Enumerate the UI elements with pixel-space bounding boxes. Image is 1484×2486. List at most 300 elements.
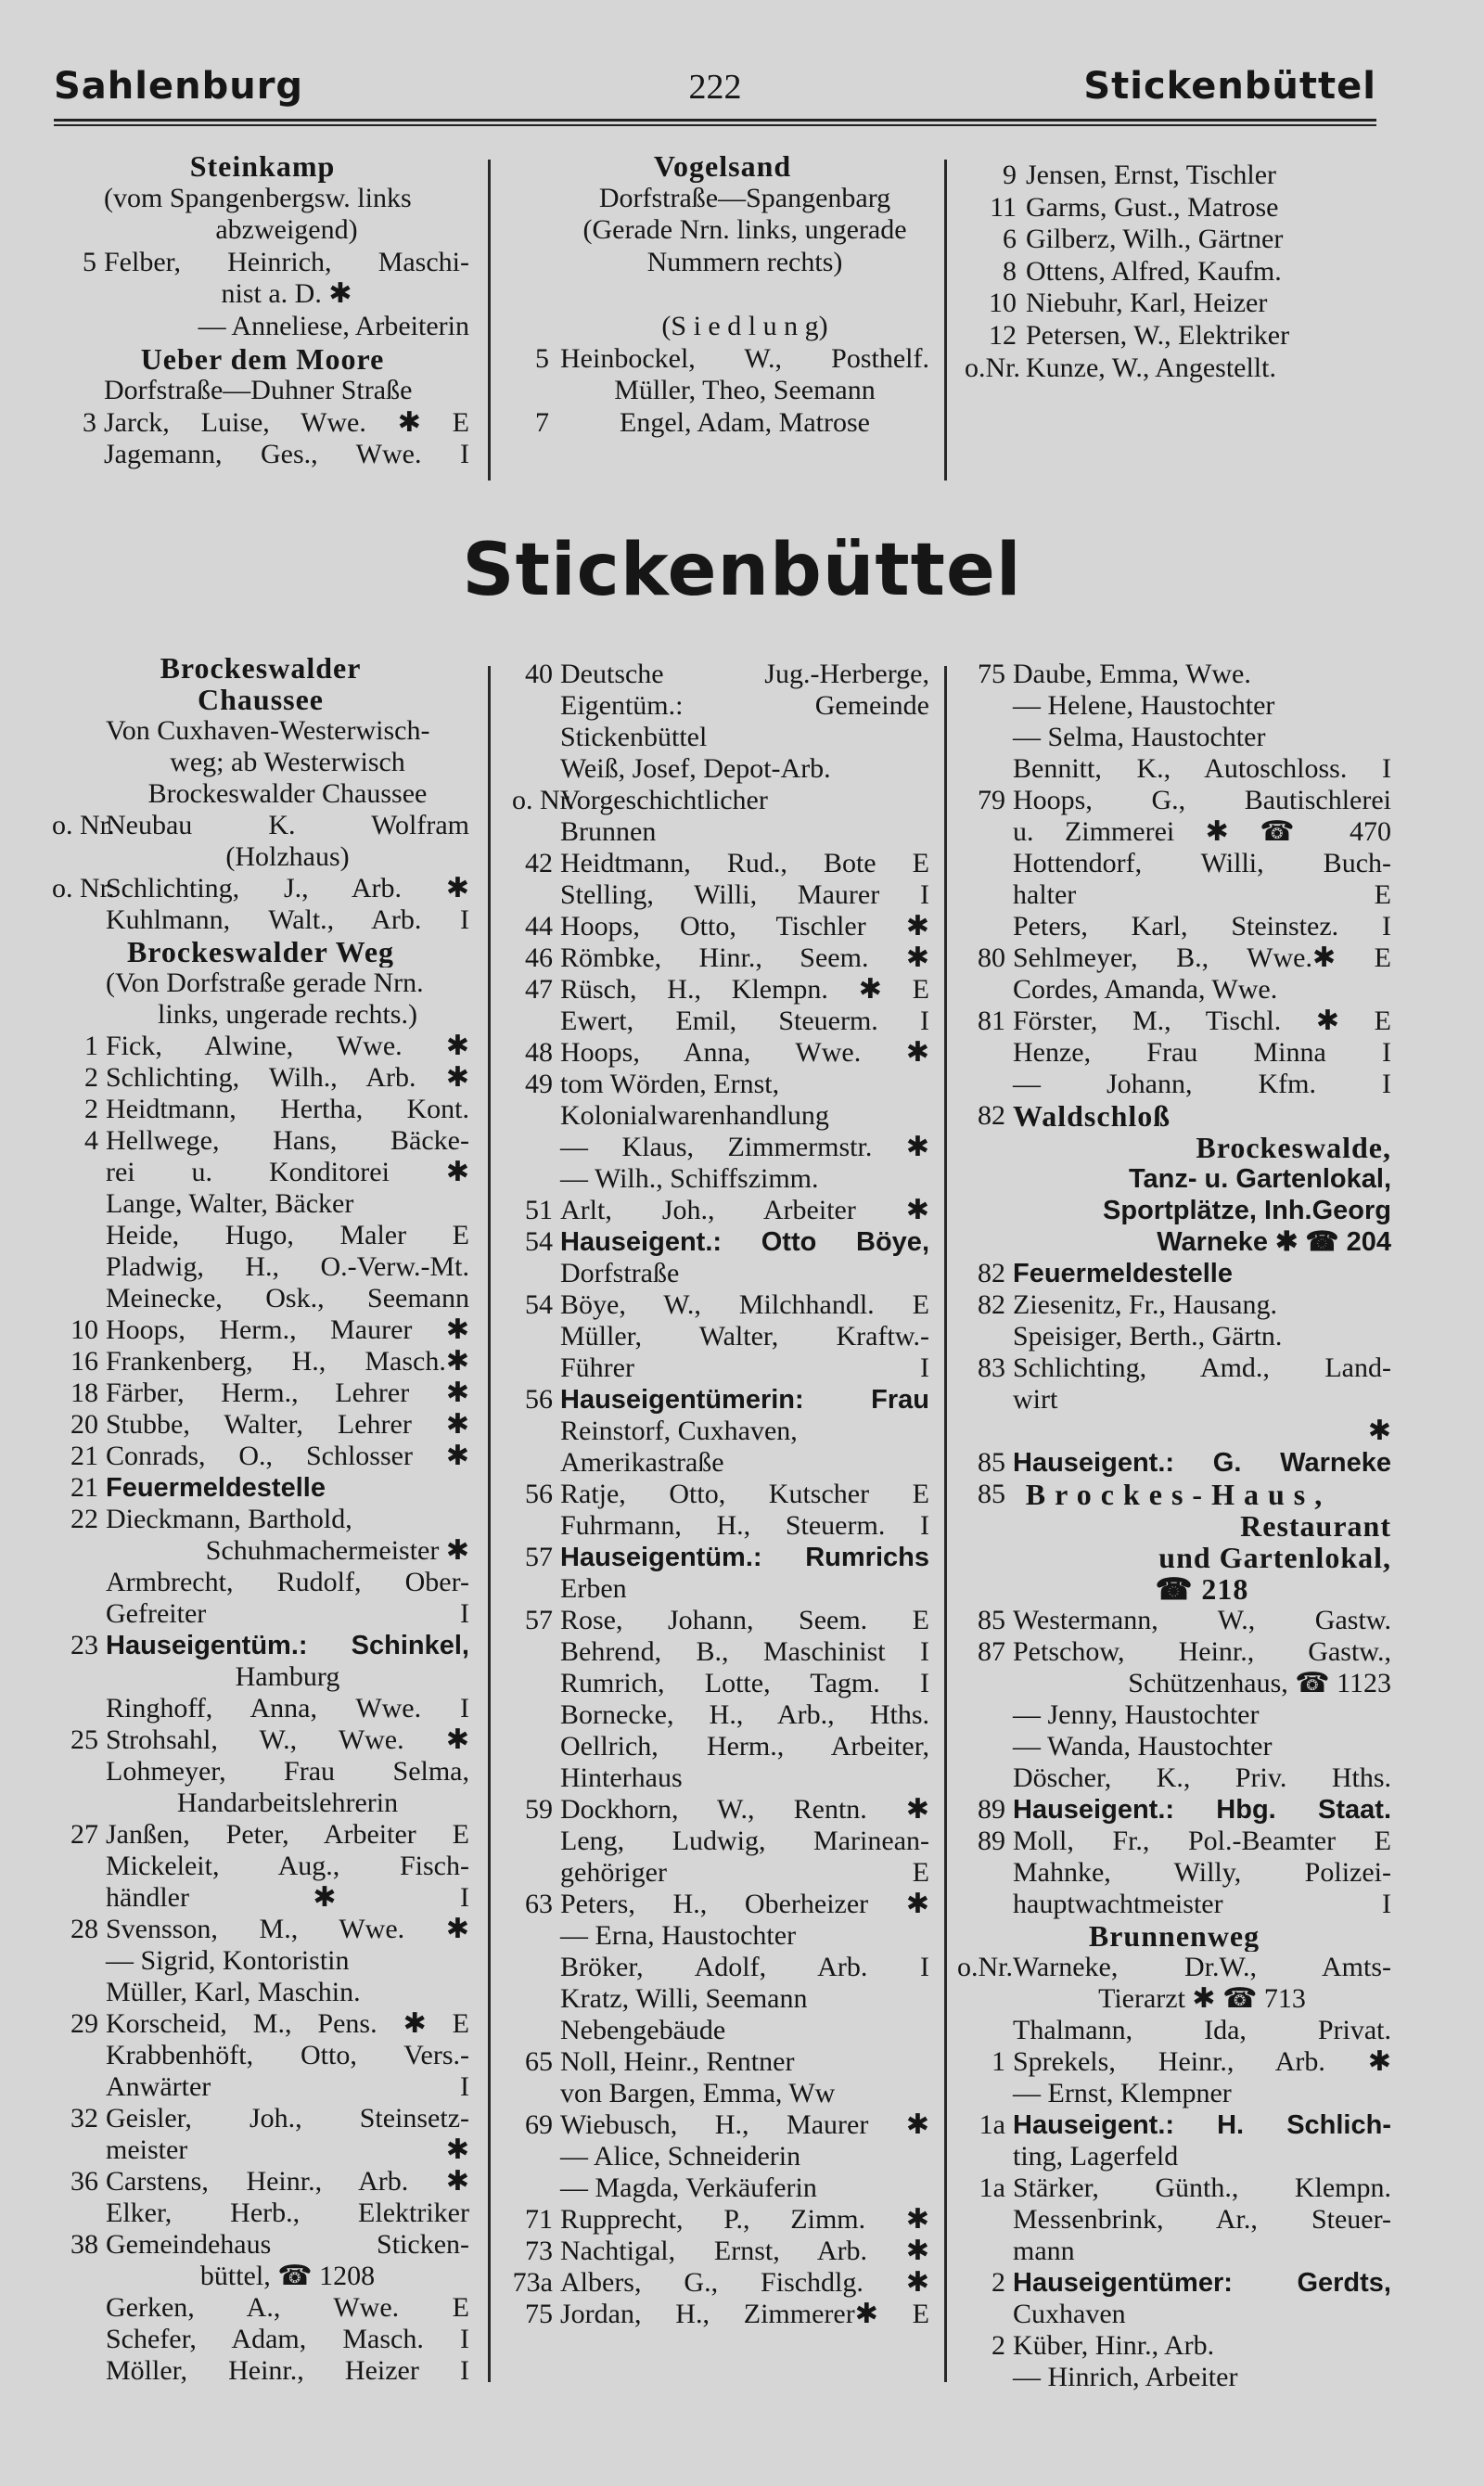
entry-text: Küber, Hinr., Arb. — [1013, 2330, 1215, 2361]
directory-line — [957, 1636, 1391, 1668]
directory-line — [52, 1409, 469, 1441]
entry-text: Dorfstraße—Duhner Straße — [104, 375, 413, 406]
house-number: 6 — [1003, 224, 1017, 255]
entry-text: Stärker, Günth., Klempn. — [1013, 2172, 1391, 2203]
directory-line — [52, 1819, 469, 1851]
entry-text: — Klaus, Zimmermstr. ✱ — [560, 1132, 929, 1162]
house-number: 38 — [70, 2229, 98, 2260]
entry-text: Engel, Adam, Matrose — [620, 406, 870, 438]
directory-line — [512, 1384, 929, 1416]
entry-text: Ottens, Alfred, Kaufm. — [1026, 255, 1282, 287]
house-number: 1a — [979, 2172, 1005, 2203]
bold-entry: Hauseigent.: H. Schlich- — [1013, 2110, 1391, 2140]
entry-text: Henze, Frau Minna I — [1013, 1037, 1391, 1068]
directory-line — [957, 2015, 1391, 2046]
directory-line — [512, 1037, 929, 1069]
entry-text: — Wanda, Haustochter — [1013, 1731, 1273, 1762]
entry-text: mann — [1013, 2236, 1075, 2266]
entry-text: Cordes, Amanda, Wwe. — [1013, 974, 1278, 1005]
directory-line — [957, 1100, 1391, 1132]
directory-line — [52, 1693, 469, 1724]
entry-text: Fick, Alwine, Wwe. ✱ — [106, 1031, 469, 1061]
directory-line — [52, 904, 469, 936]
directory-line — [52, 873, 469, 904]
entry-text: büttel, ☎ 1208 — [199, 2261, 376, 2291]
entry-text: wirt — [1013, 1384, 1058, 1415]
directory-line — [516, 183, 929, 215]
directory-line — [512, 1826, 929, 1857]
entry-text: Oellrich, Herm., Arbeiter, — [560, 1731, 929, 1762]
directory-line — [512, 1510, 929, 1542]
directory-line — [957, 2236, 1391, 2267]
entry-text: Hamburg — [235, 1661, 340, 1692]
house-number: 1a — [979, 2109, 1005, 2140]
entry-text: Römbke, Hinr., Seem. ✱ — [560, 942, 929, 973]
house-number: 9 — [1003, 160, 1017, 190]
column-2 — [512, 659, 929, 2330]
directory-line — [965, 192, 1391, 224]
street-heading: Brockeswalder Weg — [126, 936, 395, 967]
house-number: 10 — [989, 288, 1017, 319]
entry-text: Mahnke, Willy, Polizei- — [1013, 1857, 1391, 1888]
directory-line — [56, 407, 469, 440]
directory-line — [512, 1132, 929, 1163]
house-number: 32 — [70, 2103, 98, 2134]
house-number: o. Nr. — [52, 873, 115, 903]
entry-text: Böye, W., Milchhandl. E — [560, 1289, 929, 1320]
directory-line — [52, 967, 469, 999]
directory-line — [512, 1352, 929, 1384]
directory-line — [516, 214, 929, 247]
directory-line — [957, 1762, 1391, 1794]
entry-text: Nachtigal, Ernst, Arb. ✱ — [560, 2236, 929, 2266]
entry-text: (vom Spangenbergsw. links — [104, 182, 412, 213]
house-number: 54 — [525, 1226, 553, 1257]
entry-text: Krabbenhöft, Otto, Vers.- — [106, 2040, 469, 2070]
house-number: 83 — [978, 1352, 1005, 1383]
directory-line — [52, 1567, 469, 1598]
street-heading: ☎ 218 — [1155, 1573, 1249, 1605]
directory-line — [52, 1472, 469, 1504]
directory-line — [512, 2204, 929, 2236]
entry-text: Dorfstraße—Spangenbarg — [598, 182, 891, 213]
street-heading: Steinkamp — [189, 150, 336, 183]
directory-line — [957, 1069, 1391, 1100]
entry-text: Dockhorn, W., Rentn. ✱ — [560, 1794, 929, 1825]
directory-line — [52, 1724, 469, 1756]
directory-line — [52, 2071, 469, 2103]
entry-text: gehöriger E — [560, 1857, 929, 1888]
directory-line — [512, 1416, 929, 1447]
directory-line — [52, 810, 469, 841]
street-heading: Brockeswalde, — [1196, 1132, 1391, 1163]
directory-line — [957, 1889, 1391, 1920]
directory-line — [52, 2008, 469, 2040]
entry-text: Sprekels, Heinr., Arb. ✱ — [1013, 2046, 1391, 2077]
house-number: o.Nr. — [965, 352, 1020, 383]
directory-line — [512, 1163, 929, 1195]
bold-entry: Hauseigent.: Hbg. Staat. — [1013, 1795, 1391, 1825]
street-heading: Ueber dem Moore — [140, 342, 385, 376]
bold-entry: Hauseigent.: G. Warneke — [1013, 1448, 1391, 1478]
directory-line — [52, 1630, 469, 1661]
entry-text: Peters, Karl, Steinstez. I — [1013, 911, 1391, 942]
directory-line — [512, 2078, 929, 2109]
directory-line — [957, 974, 1391, 1006]
directory-line — [52, 936, 469, 967]
directory-line — [957, 1542, 1391, 1573]
directory-line — [957, 1731, 1391, 1762]
directory-line — [52, 1031, 469, 1062]
entry-text: Heidtmann, Hertha, Kont. — [106, 1094, 469, 1124]
directory-line — [516, 375, 929, 407]
entry-text: Kunze, W., Angestellt. — [1026, 352, 1276, 383]
directory-line — [516, 278, 929, 311]
entry-text: Warneke, Dr.W., Amts- — [1013, 1952, 1391, 1982]
house-number: 22 — [70, 1504, 98, 1534]
directory-line — [52, 684, 469, 715]
entry-text: Schefer, Adam, Masch. I — [106, 2324, 469, 2354]
house-number: 1 — [84, 1031, 98, 1061]
bold-entry: Feuermeldestelle — [1013, 1259, 1233, 1288]
directory-line — [957, 1195, 1391, 1226]
top-column-3 — [965, 160, 1391, 384]
directory-line — [957, 785, 1391, 816]
page-number: 222 — [688, 68, 742, 107]
directory-line — [512, 974, 929, 1006]
entry-text: halter E — [1013, 879, 1391, 910]
directory-line — [512, 1006, 929, 1037]
directory-line — [957, 879, 1391, 911]
entry-text: Janßen, Peter, Arbeiter E — [106, 1819, 469, 1850]
street-heading: Brockeswalder — [160, 652, 362, 684]
directory-line — [512, 1636, 929, 1668]
entry-text: Erben — [560, 1573, 627, 1604]
entry-text: Mickeleit, Aug., Fisch- — [106, 1851, 469, 1881]
house-number: 29 — [70, 2008, 98, 2039]
entry-text: Jensen, Ernst, Tischler — [1026, 160, 1276, 190]
entry-text: Schlichting, J., Arb. ✱ — [106, 873, 469, 903]
entry-text: Jarck, Luise, Wwe. ✱ E — [104, 406, 469, 438]
header-right-place: Stickenbüttel — [1083, 65, 1376, 108]
entry-text: Noll, Heinr., Rentner — [560, 2046, 795, 2077]
entry-text: Rose, Johann, Seem. E — [560, 1605, 929, 1635]
entry-text: Ziesenitz, Fr., Hausang. — [1013, 1289, 1277, 1320]
directory-line — [56, 439, 469, 471]
entry-text: Jordan, H., Zimmerer✱ E — [560, 2299, 929, 2329]
directory-line — [52, 1661, 469, 1693]
entry-text: Bennitt, K., Autoschloss. I — [1013, 753, 1391, 784]
entry-text: Speisiger, Berth., Gärtn. — [1013, 1321, 1283, 1352]
entry-text: Schlichting, Wilh., Arb. ✱ — [106, 1062, 469, 1093]
entry-text: Cuxhaven — [1013, 2299, 1126, 2329]
house-number: 2 — [991, 2330, 1005, 2361]
entry-text: Hellwege, Hans, Bäcke- — [106, 1125, 469, 1156]
house-number: 28 — [70, 1914, 98, 1944]
house-number: 69 — [525, 2109, 553, 2140]
column-3 — [957, 659, 1391, 2393]
entry-text: Sehlmeyer, B., Wwe.✱ E — [1013, 942, 1391, 973]
house-number: 40 — [525, 659, 553, 689]
directory-line — [52, 1125, 469, 1157]
directory-line — [957, 1605, 1391, 1636]
directory-line — [512, 2172, 929, 2204]
entry-text: Kuhlmann, Walt., Arb. I — [106, 904, 469, 935]
entry-text: Rumrich, Lotte, Tagm. I — [560, 1668, 929, 1698]
house-number: 36 — [70, 2166, 98, 2197]
directory-line — [965, 352, 1391, 385]
street-heading: Restaurant — [1240, 1510, 1391, 1542]
directory-line — [52, 1756, 469, 1788]
entry-text: — Helene, Haustochter — [1013, 690, 1275, 721]
directory-line — [957, 1163, 1391, 1195]
directory-line — [52, 2261, 469, 2292]
house-number: 63 — [525, 1889, 553, 1919]
house-number: 42 — [525, 848, 553, 878]
entry-text: Anwärter I — [106, 2071, 469, 2102]
house-number: 57 — [525, 1605, 553, 1635]
entry-text: Westermann, W., Gastw. — [1013, 1605, 1391, 1635]
directory-line — [957, 1826, 1391, 1857]
house-number: 75 — [978, 659, 1005, 689]
entry-text: — Wilh., Schiffszimm. — [560, 1163, 819, 1194]
entry-text: (Holzhaus) — [225, 841, 350, 872]
entry-text: Handarbeitslehrerin — [176, 1788, 399, 1818]
entry-text: Deutsche Jug.-Herberge, — [560, 659, 929, 689]
house-number: 5 — [83, 246, 96, 277]
entry-text: Garms, Gust., Matrose — [1026, 191, 1279, 223]
house-number: 56 — [525, 1384, 553, 1415]
bold-entry: Hauseigentümerin: Frau — [560, 1385, 929, 1415]
entry-text: Wiebusch, H., Maurer ✱ — [560, 2109, 929, 2140]
directory-line — [52, 1157, 469, 1188]
directory-line — [957, 2330, 1391, 2362]
house-number: 54 — [525, 1289, 553, 1320]
entry-text: Gemeindehaus Sticken- — [106, 2229, 469, 2260]
entry-text: hauptwachtmeister I — [1013, 1889, 1391, 1919]
directory-line — [512, 1542, 929, 1573]
entry-text: — Johann, Kfm. I — [1013, 1069, 1391, 1099]
directory-line — [52, 2292, 469, 2324]
entry-text: — Ernst, Klempner — [1013, 2078, 1232, 2108]
entry-text: Eigentüm.: Gemeinde — [560, 690, 929, 721]
street-heading: Chaussee — [197, 684, 324, 715]
entry-text: Hoops, G., Bautischlerei — [1013, 785, 1391, 815]
house-number: 10 — [70, 1314, 98, 1345]
directory-line — [957, 911, 1391, 942]
directory-line — [52, 1977, 469, 2008]
section-title: Stickenbüttel — [462, 529, 1022, 612]
house-number: 2 — [84, 1062, 98, 1093]
entry-text: (Von Dorfstraße gerade Nrn. — [106, 967, 424, 998]
house-number: 18 — [70, 1378, 98, 1408]
directory-line — [957, 1699, 1391, 1731]
entry-text: Felber, Heinrich, Maschi- — [104, 246, 469, 277]
directory-line — [52, 1378, 469, 1409]
directory-line — [965, 256, 1391, 288]
entry-text: rei u. Konditorei ✱ — [106, 1157, 469, 1187]
house-number: 56 — [525, 1479, 553, 1509]
top-column-1 — [56, 150, 469, 471]
directory-line — [957, 1037, 1391, 1069]
entry-text: abzweigend) — [215, 214, 358, 246]
house-number: 49 — [525, 1069, 553, 1099]
directory-line — [516, 311, 929, 343]
directory-line — [52, 2040, 469, 2071]
house-number: 11 — [990, 191, 1017, 223]
directory-line — [52, 1314, 469, 1346]
entry-text: Elker, Herb., Elektriker — [106, 2198, 469, 2228]
directory-line — [512, 2141, 929, 2172]
directory-line — [512, 1573, 929, 1605]
directory-line — [52, 1283, 469, 1314]
directory-line — [957, 816, 1391, 848]
directory-line — [516, 247, 929, 279]
entry-text: Nummern rechts) — [646, 246, 843, 277]
entry-text: u. Zimmerei ✱ ☎ 470 — [1013, 816, 1391, 847]
directory-line — [56, 150, 469, 183]
directory-line — [516, 343, 929, 376]
directory-line — [512, 2046, 929, 2078]
street-heading: B r o c k e s - H a u s , — [1025, 1479, 1324, 1510]
entry-text: Frankenberg, H., Masch.✱ — [106, 1346, 469, 1377]
entry-text: Geisler, Joh., Steinsetz- — [106, 2103, 469, 2134]
house-number: 4 — [84, 1125, 98, 1156]
directory-line — [512, 942, 929, 974]
directory-line — [512, 1195, 929, 1226]
directory-line — [52, 1251, 469, 1283]
entry-text: Hottendorf, Willi, Buch- — [1013, 848, 1391, 878]
column-1 — [52, 652, 469, 2387]
entry-text: Bornecke, H., Arb., Hths. — [560, 1699, 929, 1730]
directory-line — [52, 999, 469, 1031]
directory-line — [52, 1504, 469, 1535]
entry-text: — Sigrid, Kontoristin — [106, 1945, 350, 1976]
directory-line — [512, 1605, 929, 1636]
directory-line — [512, 1100, 929, 1132]
directory-line — [52, 652, 469, 684]
directory-line — [512, 1226, 929, 1258]
directory-line — [957, 1668, 1391, 1699]
directory-line — [957, 2267, 1391, 2299]
directory-line — [957, 2362, 1391, 2393]
entry-text: tom Wörden, Ernst, — [560, 1069, 780, 1099]
column-divider — [488, 160, 491, 481]
house-number: 47 — [525, 974, 553, 1005]
entry-text: Daube, Emma, Wwe. — [1013, 659, 1251, 689]
directory-line — [512, 2109, 929, 2141]
directory-line — [52, 1188, 469, 1220]
directory-line — [52, 1882, 469, 1914]
house-number: 82 — [978, 1289, 1005, 1320]
directory-line — [52, 2324, 469, 2355]
directory-line — [957, 1132, 1391, 1163]
directory-line — [516, 150, 929, 183]
entry-text: Arlt, Joh., Arbeiter ✱ — [560, 1195, 929, 1225]
street-heading: Brunnenweg — [1088, 1920, 1260, 1952]
entry-text: Stickenbüttel — [560, 722, 708, 752]
directory-line — [52, 1220, 469, 1251]
entry-text: Müller, Theo, Seemann — [614, 375, 876, 406]
entry-text: Behrend, B., Maschinist I — [560, 1636, 929, 1667]
directory-line — [965, 160, 1391, 192]
header-left-place: Sahlenburg — [54, 65, 304, 108]
entry-text: Reinstorf, Cuxhaven, — [560, 1416, 798, 1446]
directory-line — [52, 1346, 469, 1378]
entry-text: (Gerade Nrn. links, ungerade — [582, 214, 907, 246]
entry-text: Stelling, Willi, Maurer I — [560, 879, 929, 910]
entry-text: Jagemann, Ges., Wwe. I — [104, 439, 469, 470]
header-rule-double — [54, 124, 1376, 126]
directory-line — [512, 2015, 929, 2046]
directory-line — [957, 2299, 1391, 2330]
house-number: 71 — [525, 2204, 553, 2235]
directory-line — [512, 1731, 929, 1762]
entry-text: Förster, M., Tischl. ✱ E — [1013, 1006, 1391, 1036]
entry-text: — Magda, Verkäuferin — [560, 2172, 817, 2203]
house-number: 89 — [978, 1826, 1005, 1856]
house-number: 12 — [989, 319, 1017, 351]
house-number: 80 — [978, 942, 1005, 973]
directory-line — [52, 778, 469, 810]
entry-text: Färber, Herm., Lehrer ✱ — [106, 1378, 469, 1408]
house-number: 7 — [535, 406, 549, 438]
column-divider — [488, 666, 491, 2382]
directory-line — [957, 690, 1391, 722]
bold-entry: Feuermeldestelle — [106, 1473, 326, 1503]
bold-entry: Hauseigentümer: Gerdts, — [1013, 2268, 1391, 2298]
entry-text: Hoops, Otto, Tischler ✱ — [560, 911, 929, 942]
entry-text: Lange, Walter, Bäcker — [106, 1188, 354, 1219]
entry-text: Von Cuxhaven-Westerwisch- — [106, 715, 430, 746]
entry-text: Tierarzt ✱ ☎ 713 — [1098, 1983, 1306, 2014]
directory-line — [957, 1920, 1391, 1952]
entry-text: Rüsch, H., Klempn. ✱ E — [560, 974, 929, 1005]
entry-text: Nebengebäude — [560, 2015, 726, 2045]
directory-line — [52, 1094, 469, 1125]
directory-line — [512, 2267, 929, 2299]
street-heading: Waldschloß — [1013, 1100, 1171, 1132]
directory-line — [56, 183, 469, 215]
directory-line — [512, 1668, 929, 1699]
column-divider — [944, 666, 947, 2382]
entry-text: Fuhrmann, H., Steuerm. I — [560, 1510, 929, 1541]
entry-text: Meinecke, Osk., Seemann — [106, 1283, 469, 1313]
directory-line — [957, 2172, 1391, 2204]
house-number: 16 — [70, 1346, 98, 1377]
entry-text: Stubbe, Walter, Lehrer ✱ — [106, 1409, 469, 1440]
entry-text: Ratje, Otto, Kutscher E — [560, 1479, 929, 1509]
entry-text: Schuhmachermeister ✱ — [205, 1535, 469, 1566]
house-number: 2 — [84, 1094, 98, 1124]
directory-line — [512, 785, 929, 816]
entry-text: — Hinrich, Arbeiter — [1013, 2362, 1238, 2392]
entry-text: Pladwig, H., O.-Verw.-Mt. — [106, 1251, 469, 1282]
directory-line — [52, 1062, 469, 1094]
entry-text: Schlichting, Amd., Land- — [1013, 1352, 1391, 1383]
entry-text: Weiß, Josef, Depot-Arb. — [560, 753, 831, 784]
entry-text: händler ✱ I — [106, 1882, 469, 1913]
directory-line — [512, 1952, 929, 1983]
directory-line — [512, 1069, 929, 1100]
house-number: 25 — [70, 1724, 98, 1755]
entry-text: ✱ — [1367, 1416, 1391, 1446]
entry-text: Peters, H., Oberheizer ✱ — [560, 1889, 929, 1919]
directory-line — [52, 1914, 469, 1945]
entry-text: Petersen, W., Elektriker — [1026, 319, 1290, 351]
directory-line — [512, 1479, 929, 1510]
directory-line — [957, 2141, 1391, 2172]
